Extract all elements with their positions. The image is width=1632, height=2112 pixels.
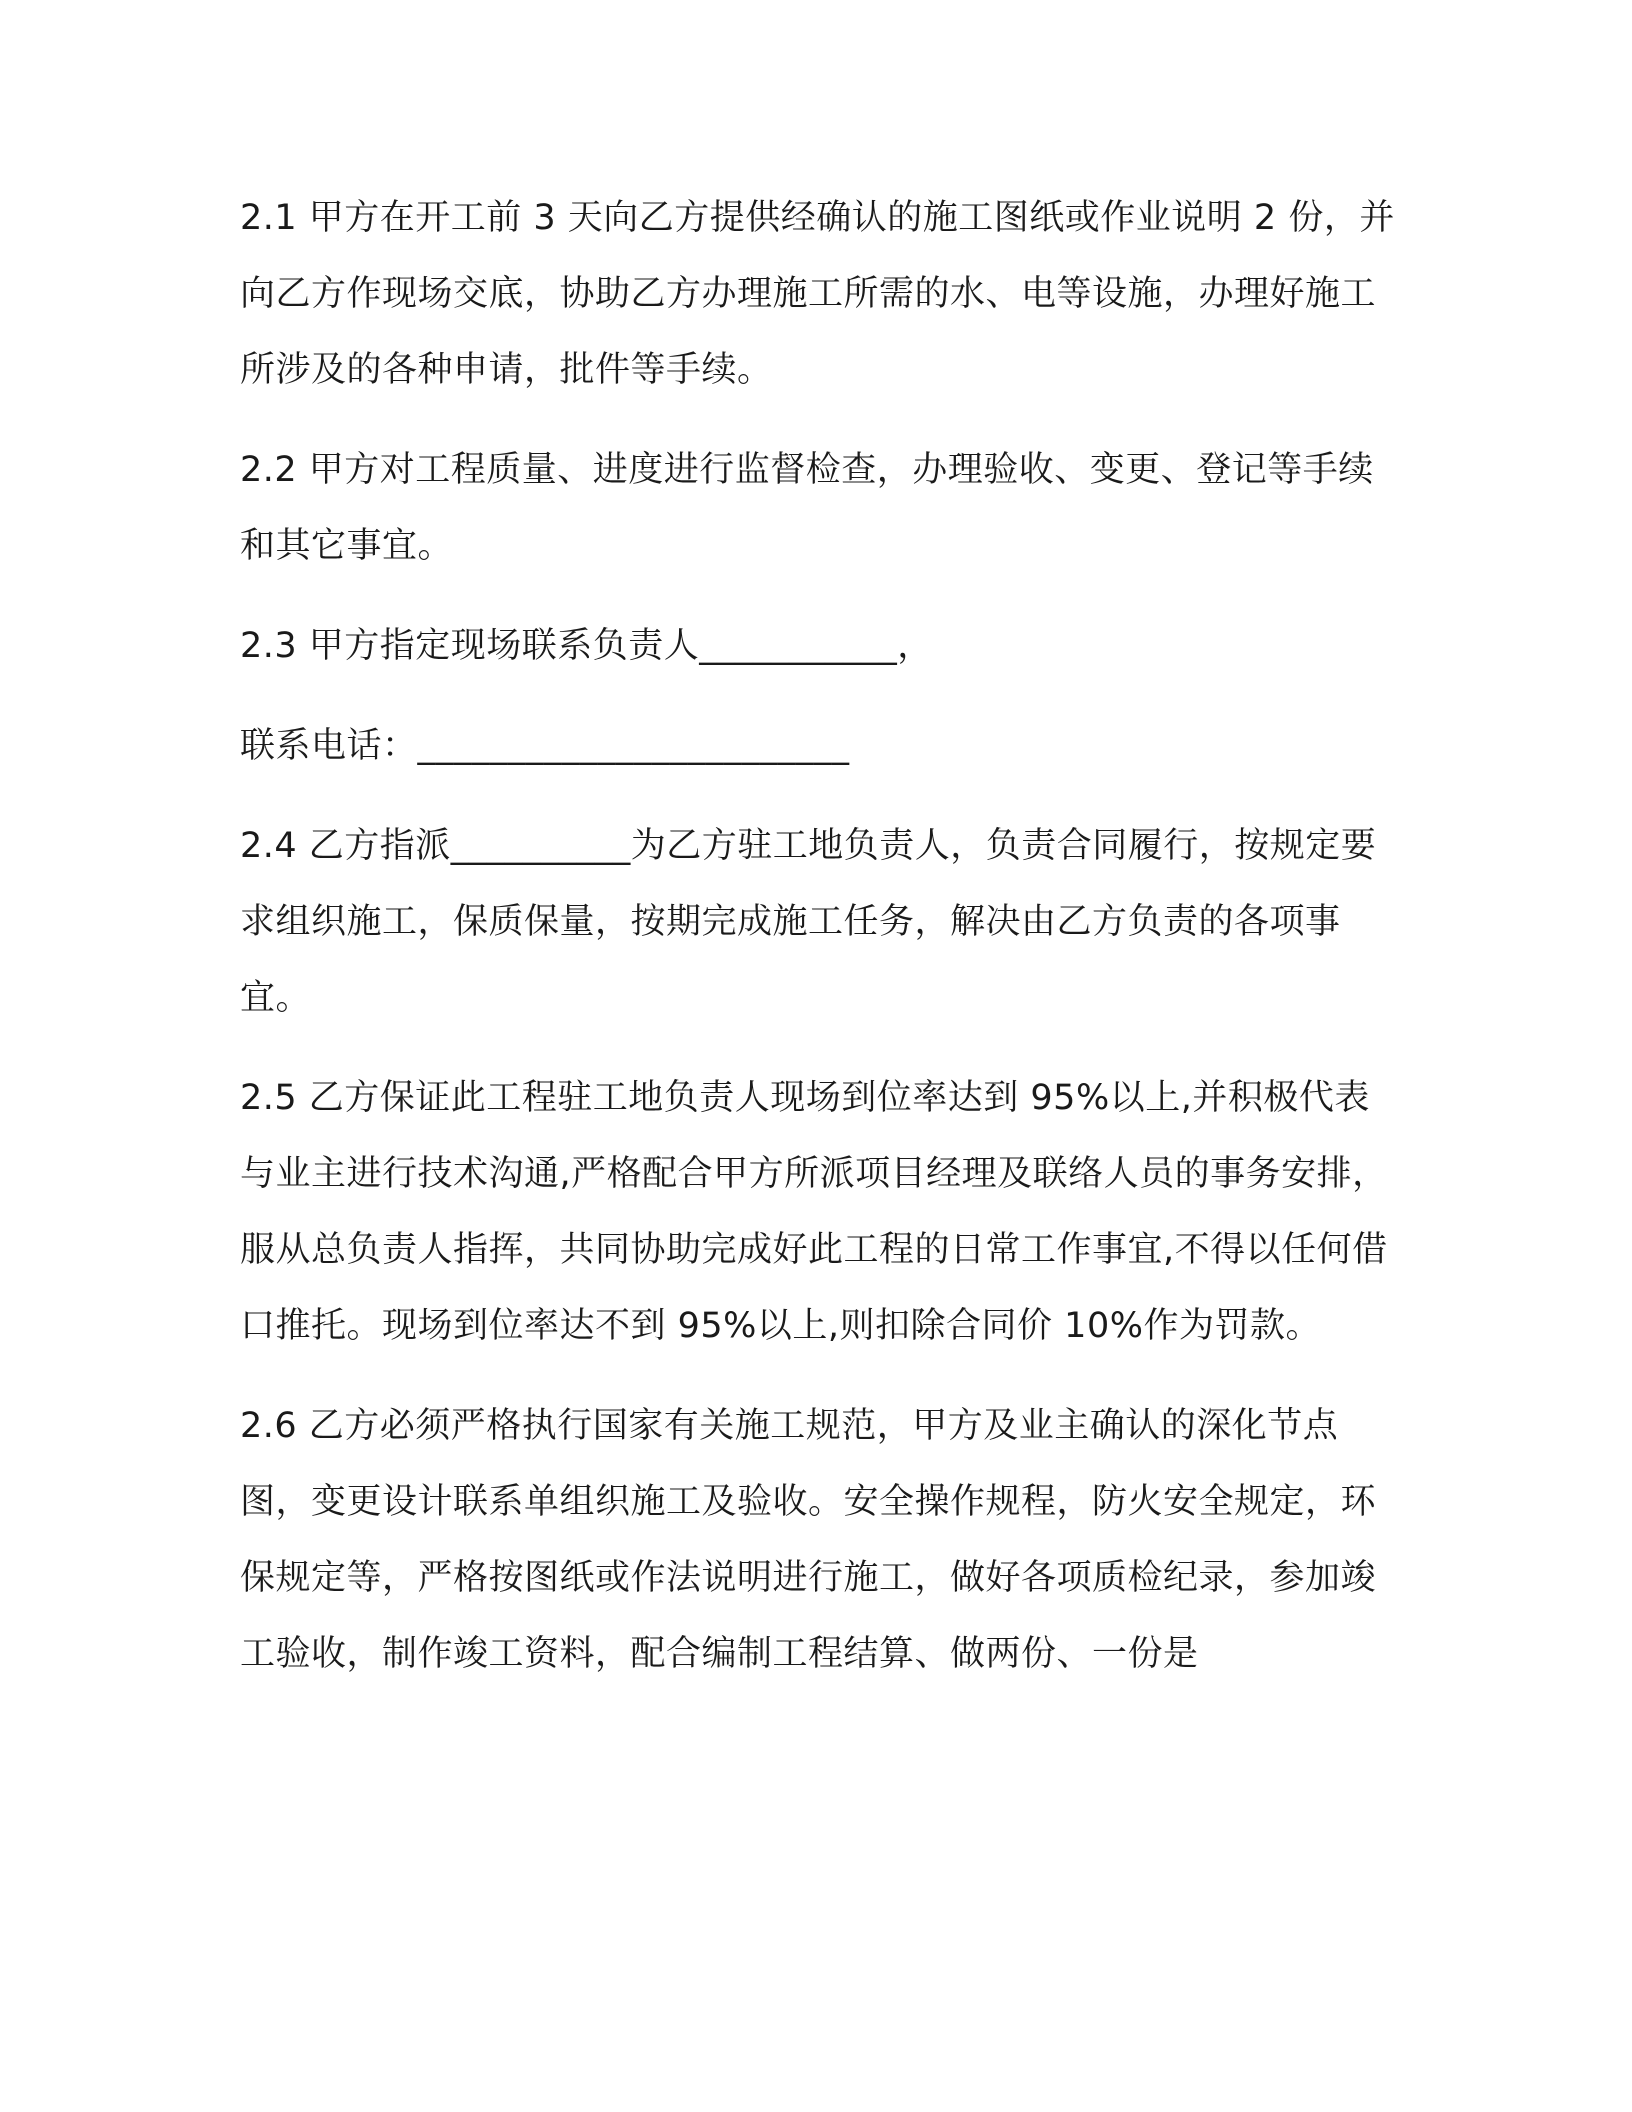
clause-2-3: 2.3 甲方指定现场联系负责人___________， <box>240 626 933 666</box>
clause-2-1: 2.1 甲方在开工前 3 天向乙方提供经确认的施工图纸或作业说明 2 份，并向乙方作现场交底，协助乙方办理施工所需的水、电等设施，办理好施工所涉及的各种申请，批件等手续。 <box>240 198 1395 390</box>
clause-2-2: 2.2 甲方对工程质量、进度进行监督检查，办理验收、变更、登记等手续和其它事宜。 <box>240 450 1374 566</box>
clause-2-6: 2.6 乙方必须严格执行国家有关施工规范，甲方及业主确认的深化节点图，变更设计联系单组织施工及验收。安全操作规程，防火安全规定，环保规定等，严格按图纸或作法说明进行施工，做好各项质检纪录，参加竣工验收，制作竣工资料，配合编制工程结算、做两份、一份是 <box>240 1406 1377 1674</box>
clause-2-4: 2.4 乙方指派__________为乙方驻工地负责人，负责合同履行，按规定要求组织施工，保质保量，按期完成施工任务，解决由乙方负责的各项事宜。 <box>240 826 1377 1018</box>
document-body <box>240 180 1400 1716</box>
contact-phone-line: 联系电话：________________________ <box>240 726 850 766</box>
clause-2-5: 2.5 乙方保证此工程驻工地负责人现场到位率达到 95%以上,并积极代表与业主进行技术沟通,严格配合甲方所派项目经理及联络人员的事务安排，服从总负责人指挥，共同协助完成好此工程的日常工作事宜,不得以任何借口推托。现场到位率达不到 95%以上,则扣除合同价 10%作为罚款。 <box>240 1078 1388 1346</box>
